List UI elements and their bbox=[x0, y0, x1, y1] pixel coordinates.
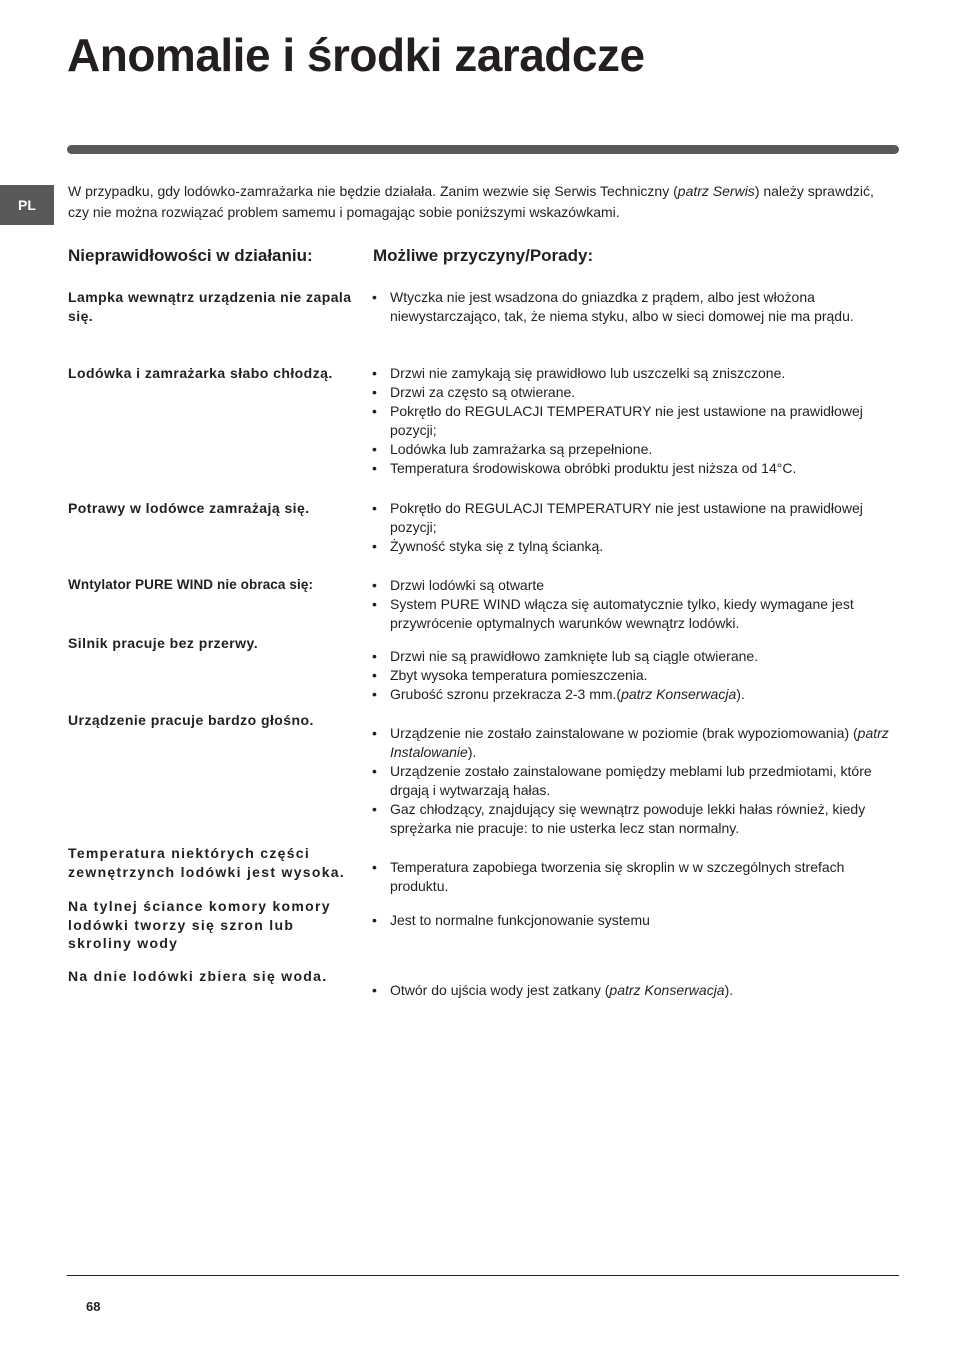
cause-item bbox=[372, 724, 898, 762]
problem-item: Silnik pracuje bez przerwy. bbox=[68, 635, 259, 651]
cause-item: • Pokrętło do REGULACJI TEMPERATURY nie jest ustawione na prawidłowej pozycji; bbox=[372, 499, 898, 537]
problem-item: Na tylnej ściance komory komory lodówki tworzy się szron lub skroliny wody bbox=[68, 898, 331, 951]
problems-header: Nieprawidłowości w działaniu: bbox=[68, 246, 313, 265]
problem-item: Temperatura niektórych części zewnętrzynch lodówki jest wysoka. bbox=[68, 845, 346, 880]
cause-item: • Temperatura zapobiega tworzenia się skroplin w w szczególnych strefach produktu. bbox=[372, 858, 898, 896]
problem-item: Potrawy w lodówce zamrażają się. bbox=[68, 500, 310, 516]
causes-list bbox=[372, 911, 898, 930]
cause-item: • Gaz chłodzący, znajdujący się wewnątrz powoduje lekki hałas również, kiedy sprężarka nie pracuje: to nie usterka lecz stan normalny. bbox=[372, 800, 898, 838]
problem-item: Wntylator PURE WIND nie obraca się: bbox=[68, 577, 314, 592]
causes-list bbox=[372, 499, 898, 556]
problem-item: Lampka wewnątrz urządzenia nie zapala się. bbox=[68, 289, 352, 324]
cause-item: • Drzwi nie zamykają się prawidłowo lub uszczelki są zniszczone. bbox=[372, 364, 898, 383]
title-divider bbox=[67, 145, 899, 154]
cause-reference: patrz Konserwacja bbox=[621, 686, 737, 702]
cause-item: • Żywność styka się z tylną ścianką. bbox=[372, 537, 898, 556]
causes-list bbox=[372, 576, 898, 633]
cause-text: Urządzenie nie zostało zainstalowane w poziomie (brak wypoziomowania) ( bbox=[390, 725, 858, 741]
cause-item: • Drzwi lodówki są otwarte bbox=[372, 576, 898, 595]
problem-item: Urządzenie pracuje bardzo głośno. bbox=[68, 712, 314, 728]
language-tab: PL bbox=[0, 185, 54, 225]
intro-paragraph bbox=[68, 181, 898, 222]
cause-text-end: ). bbox=[467, 744, 477, 760]
cause-item: • Wtyczka nie jest wsadzona do gniazdka z prądem, albo jest włożona niewystarczająco, tak, że niema styku, albo w sieci domowej nie ma prądu. bbox=[372, 288, 898, 326]
causes-header: Możliwe przyczyny/Porady: bbox=[373, 246, 594, 265]
causes-list bbox=[372, 647, 898, 704]
causes-list bbox=[372, 858, 898, 896]
cause-reference: patrz Instalowanie bbox=[390, 725, 889, 760]
cause-item bbox=[372, 685, 898, 704]
causes-list bbox=[372, 981, 898, 1000]
cause-item: • System PURE WIND włącza się automatycznie tylko, kiedy wymagane jest przywrócenie optymalnych warunków wewnątrz lodówki. bbox=[372, 595, 898, 633]
cause-item: • Jest to normalne funkcjonowanie systemu bbox=[372, 911, 898, 930]
page-title: Anomalie i środki zaradcze bbox=[67, 29, 645, 81]
cause-item bbox=[372, 981, 898, 1000]
cause-text: Otwór do ujścia wody jest zatkany ( bbox=[390, 982, 610, 998]
causes-list bbox=[372, 724, 898, 838]
footer-divider bbox=[67, 1275, 899, 1276]
cause-item: • Drzwi nie są prawidłowo zamknięte lub są ciągle otwierane. bbox=[372, 647, 898, 666]
page-number: 68 bbox=[86, 1299, 101, 1314]
cause-item: • Lodówka lub zamrażarka są przepełnione. bbox=[372, 440, 898, 459]
cause-item: • Temperatura środowiskowa obróbki produktu jest niższa od 14°C. bbox=[372, 459, 898, 478]
intro-reference: patrz Serwis bbox=[677, 183, 755, 199]
cause-item: • Pokrętło do REGULACJI TEMPERATURY nie jest ustawione na prawidłowej pozycji; bbox=[372, 402, 898, 440]
causes-list bbox=[372, 364, 898, 478]
intro-text-1: W przypadku, gdy lodówko-zamrażarka nie będzie działała. Zanim wezwie się Serwis Techniczny ( bbox=[68, 183, 678, 199]
cause-reference: patrz Konserwacja bbox=[609, 982, 725, 998]
cause-text: Grubość szronu przekracza 2-3 mm.( bbox=[390, 686, 622, 702]
cause-item: • Urządzenie zostało zainstalowane pomiędzy meblami lub przedmiotami, które drgają i wytwarzają hałas. bbox=[372, 762, 898, 800]
cause-text-end: ). bbox=[736, 686, 745, 702]
intro-text-2: ) należy sprawdzić, czy nie można rozwiązać problem samemu i pomagając sobie poniższymi wskazówkami. bbox=[68, 183, 874, 220]
cause-text-end: ). bbox=[724, 982, 734, 998]
cause-item: • Drzwi za często są otwierane. bbox=[372, 383, 898, 402]
problem-item: Na dnie lodówki zbiera się woda. bbox=[68, 968, 328, 984]
causes-list bbox=[372, 288, 898, 326]
cause-item: • Zbyt wysoka temperatura pomieszczenia. bbox=[372, 666, 898, 685]
problem-item: Lodówka i zamrażarka słabo chłodzą. bbox=[68, 365, 333, 381]
